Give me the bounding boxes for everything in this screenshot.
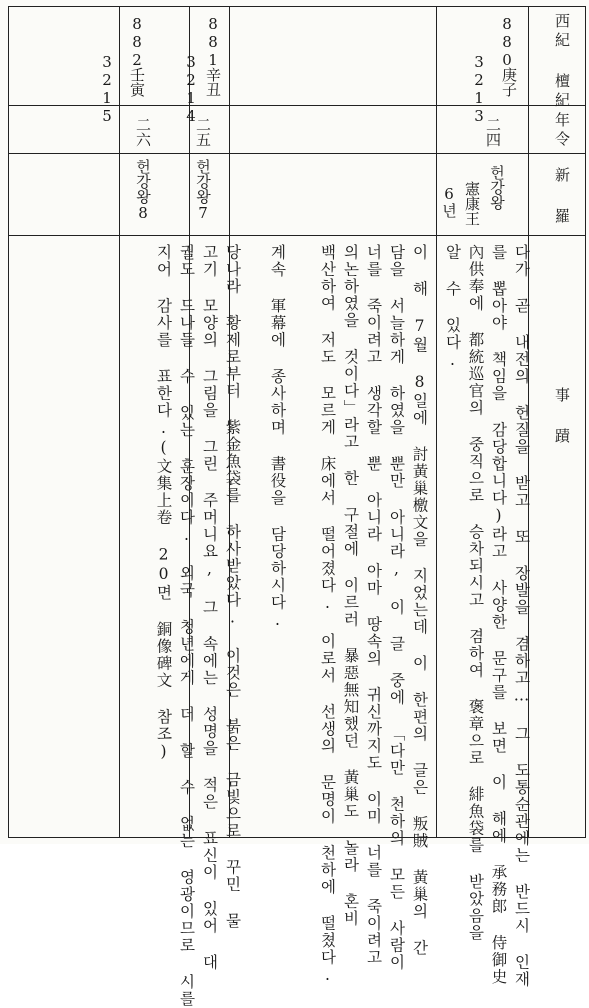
event-line: 를 뽑아야 책임을 감당합니다)라고 사양한 문구를 보면 이 해에 承務郎 侍御史 — [489, 244, 508, 986]
header-era: 西紀 檀紀 — [553, 13, 571, 111]
header-year: 年令 — [553, 112, 571, 150]
header-divider-3 — [9, 235, 585, 236]
event-line: 이 해 7월 8일에 討黃巢檄文을 지었는데 이 한편의 글은 叛賊 黃巢의 간 — [410, 244, 429, 957]
column-divider-881 — [229, 7, 230, 235]
header-divider-1 — [9, 105, 585, 106]
event-line: 당나라 황제로부터 紫金魚袋를 하사받았다. 이것은 붉은 금빛으로 꾸민 물 — [223, 244, 242, 930]
event-line: 의논하였을 것이다」라고 한 구절에 이르러 暴惡無知했던 黃巢도 놀라 혼비 — [341, 244, 360, 927]
event-line: 알 수 있다. — [443, 244, 462, 371]
entry-dangi: 3214 — [182, 53, 200, 125]
events-column-rule — [436, 235, 437, 837]
event-line: 계속 軍幕에 종사하며 書役을 담당하시다. — [268, 244, 287, 631]
events-column-rule — [119, 235, 120, 837]
entry-king: 헌강왕 — [488, 165, 506, 210]
event-line: 너를 죽이려고 생각할 뿐 아니라 아마 땅속의 귀신까지도 이미 너를 죽이려고 — [364, 244, 383, 966]
entry-dangi: 3215 — [98, 53, 116, 125]
event-line: 백산하여 저도 모르게 床에서 떨어졌다. 이로서 선생의 문명이 천하에 떨쳤다. — [318, 244, 337, 986]
event-line: 內供奉에 都統巡官의 중직으로 승차되시고 겸하여 褒章으로 緋魚袋를 받았음을 — [466, 244, 485, 942]
entry-year: 881 — [204, 15, 222, 69]
header-silla: 新 羅 — [553, 167, 571, 227]
entry-ganji: 壬寅 — [128, 67, 146, 97]
event-line: 다가 곧 내전의 헌질을 받고 또 장발을 겸하고… 그 도통순관에는 반드시 인재 — [512, 244, 531, 988]
event-line: 지어 감사를 표한다.(文集上卷 20면 銅像碑文 참조) — [154, 244, 173, 762]
entry-age: 二五 — [194, 117, 212, 147]
entry-ganji: 辛丑 — [204, 67, 222, 97]
entry-age: 二四 — [484, 117, 502, 147]
header-divider-2 — [9, 153, 585, 154]
events-column-rule — [189, 235, 190, 837]
entry-ganji: 庚子 — [500, 67, 518, 97]
entry-age: 二六 — [134, 117, 152, 147]
entry-year: 880 — [498, 15, 516, 69]
entry-king: 헌강왕7 — [194, 159, 212, 222]
entry-reign: 6년 — [440, 185, 458, 218]
event-line: 궐도 드나들 수 있는 훈장이다. 외국 청년에게 더 할 수 없는 영광이므로 시를 — [177, 244, 196, 1008]
column-divider-end — [119, 7, 120, 235]
events-column-rule — [229, 235, 230, 837]
header-events: 事 蹟 — [553, 387, 571, 447]
event-line: 고기 모양의 그림을 그린 주머니요, 그 속에는 성명을 적은 표신이 있어 대 — [200, 244, 219, 971]
entry-king-hanja: 憲康王 — [463, 181, 481, 226]
entry-dangi: 3213 — [470, 53, 488, 125]
event-line: 담을 서늘하게 하였을 뿐만 아니라, 이 글 중에 「다만 천하의 모든 사람이 — [387, 244, 406, 971]
chronology-table — [8, 6, 586, 1008]
entry-year: 882 — [128, 15, 146, 69]
entry-king: 헌강왕8 — [134, 159, 152, 222]
